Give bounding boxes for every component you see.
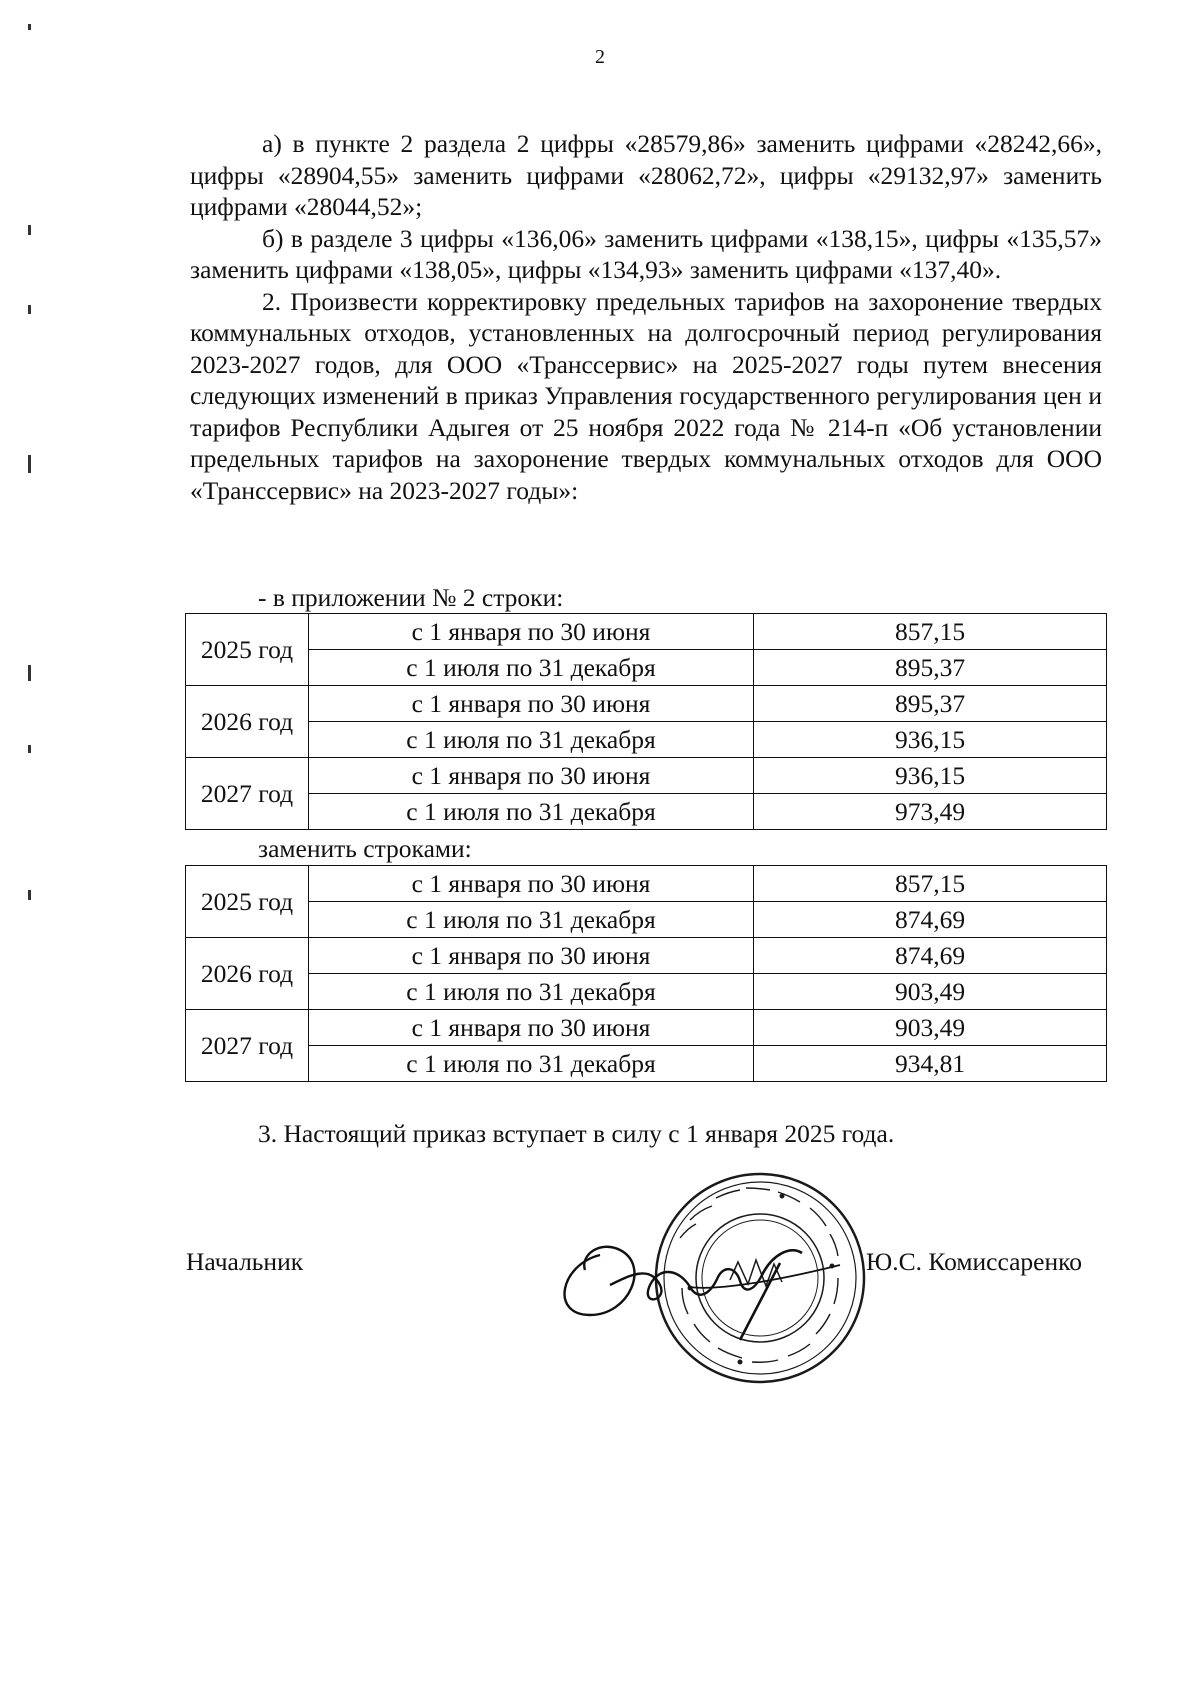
period-cell: с 1 января по 30 июня	[309, 758, 754, 794]
value-cell: 895,37	[754, 650, 1107, 686]
signer-name: Ю.С. Комиссаренко	[866, 1247, 1082, 1276]
table-row	[186, 974, 1107, 1010]
value-cell: 895,37	[754, 686, 1107, 722]
page-number: 2	[595, 46, 605, 68]
scan-mark	[28, 665, 31, 681]
table-row	[186, 1046, 1107, 1082]
paragraph-a: а) в пункте 2 раздела 2 цифры «28579,86» заменить цифрами «28242,66», цифры «28904,55» заменить цифрами «28062,72», цифры «29132,97» заменить цифрами «28044,52»;	[190, 129, 1102, 221]
value-cell: 903,49	[754, 1010, 1107, 1046]
period-cell: с 1 января по 30 июня	[309, 938, 754, 974]
value-cell: 857,15	[754, 866, 1107, 902]
value-cell: 936,15	[754, 758, 1107, 794]
handwritten-signature-icon	[540, 1215, 860, 1345]
period-cell: с 1 июля по 31 декабря	[309, 722, 754, 758]
table-row	[186, 1010, 1107, 1046]
value-cell: 936,15	[754, 722, 1107, 758]
scan-mark	[28, 24, 31, 30]
value-cell: 903,49	[754, 974, 1107, 1010]
value-cell: 874,69	[754, 902, 1107, 938]
paragraph-b: б) в разделе 3 цифры «136,06» заменить цифрами «138,15», цифры «135,57» заменить цифрами «138,05», цифры «134,93» заменить цифрами «137,40».	[190, 223, 1102, 284]
year-cell: 2025 год	[186, 866, 309, 938]
signer-title: Начальник	[186, 1247, 304, 1276]
scan-mark	[28, 890, 31, 900]
table-row	[186, 866, 1107, 902]
scan-mark	[28, 455, 31, 473]
paragraph-2: 2. Произвести корректировку предельных тарифов на захоронение твердых коммунальных отходов, установленных на долгосрочный период регулирования 2023-2027 годов, для ООО «Транссервис» на 2025-2027 годы путем внесения следующих изменений в приказ Управления государственного регулирования цен и тарифов Республики Адыгея от 25 ноября 2022 года № 214-п «Об установлении предельных тарифов на захоронение твердых коммунальных отходов для ООО «Транссервис» на 2023-2027 годы»:	[190, 286, 1102, 505]
period-cell: с 1 июля по 31 декабря	[309, 1046, 754, 1082]
table-old-caption: - в приложении № 2 строки:	[258, 583, 564, 612]
scan-mark	[28, 305, 31, 314]
year-cell: 2027 год	[186, 1010, 309, 1082]
year-cell: 2026 год	[186, 938, 309, 1010]
year-cell: 2025 год	[186, 614, 309, 686]
table-row	[186, 686, 1107, 722]
body-text	[190, 128, 1102, 506]
period-cell: с 1 января по 30 июня	[309, 866, 754, 902]
period-cell: с 1 июля по 31 декабря	[309, 794, 754, 830]
table-row	[186, 938, 1107, 974]
period-cell: с 1 января по 30 июня	[309, 1010, 754, 1046]
value-cell: 874,69	[754, 938, 1107, 974]
period-cell: с 1 июля по 31 декабря	[309, 974, 754, 1010]
value-cell: 857,15	[754, 614, 1107, 650]
period-cell: с 1 июля по 31 декабря	[309, 902, 754, 938]
period-cell: с 1 января по 30 июня	[309, 614, 754, 650]
table-new	[185, 865, 1107, 1082]
value-cell: 934,81	[754, 1046, 1107, 1082]
table-row	[186, 794, 1107, 830]
period-cell: с 1 января по 30 июня	[309, 686, 754, 722]
value-cell: 973,49	[754, 794, 1107, 830]
year-cell: 2027 год	[186, 758, 309, 830]
table-old	[185, 613, 1107, 830]
period-cell: с 1 июля по 31 декабря	[309, 650, 754, 686]
table-row	[186, 722, 1107, 758]
table-new-caption: заменить строками:	[258, 834, 472, 863]
table-row	[186, 614, 1107, 650]
scan-mark	[28, 225, 31, 235]
table-row	[186, 902, 1107, 938]
year-cell: 2026 год	[186, 686, 309, 758]
table-row	[186, 758, 1107, 794]
scan-mark	[28, 745, 31, 753]
table-row	[186, 650, 1107, 686]
final-paragraph: 3. Настоящий приказ вступает в силу с 1 января 2025 года.	[258, 1119, 895, 1148]
